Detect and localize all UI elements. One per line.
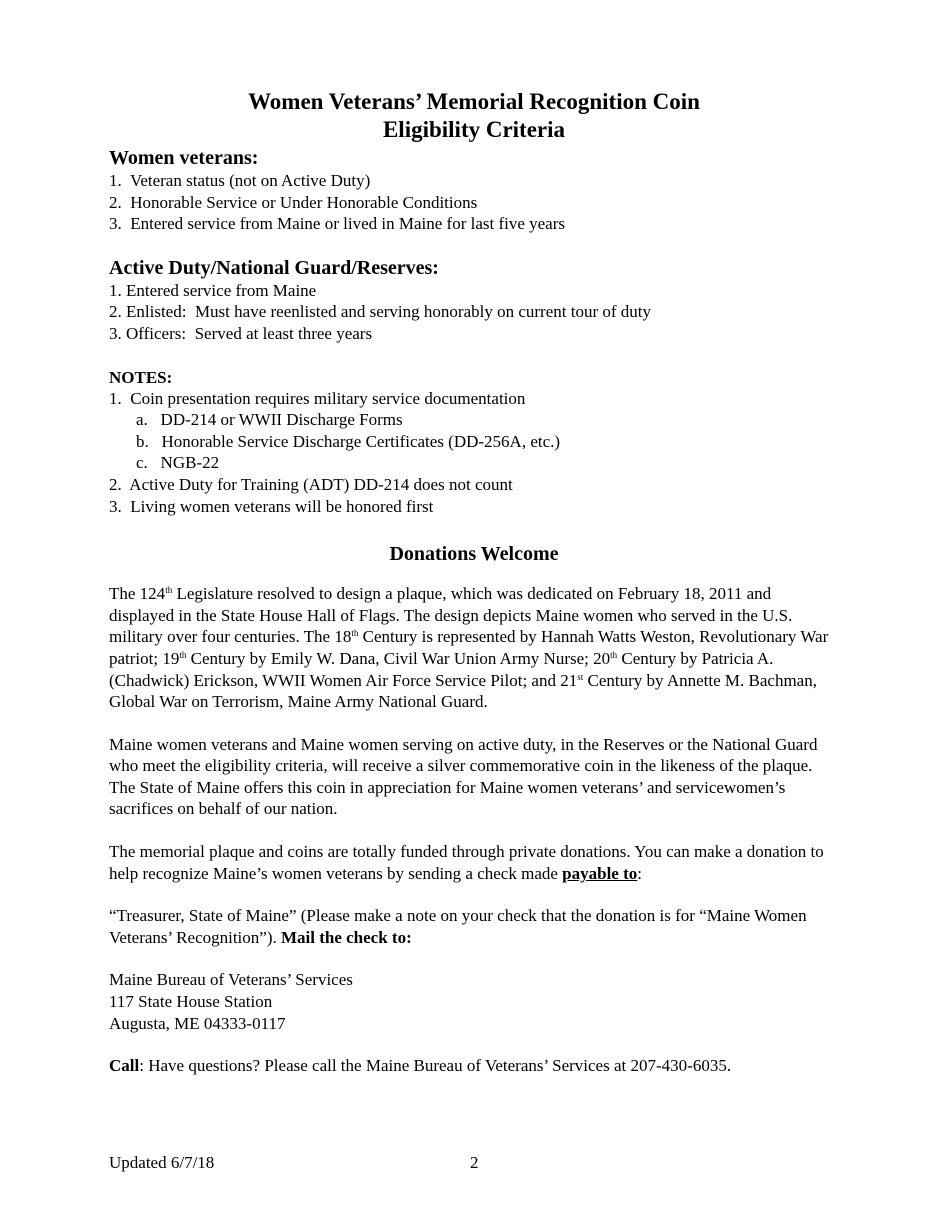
ordinal-suffix: st	[577, 671, 584, 682]
address-line: Augusta, ME 04333-0117	[109, 1013, 286, 1033]
text-run: :	[637, 863, 642, 883]
text-run: Century by Annette M. Bachman, Global War on Terrorism, Maine Army National Guard.	[109, 670, 817, 712]
text-run: Legislature resolved to design a plaque, which was dedicated on February 18, 2011 and displayed in the State House Hall of Flags. The design depicts Maine women who served in the U.S. military over four centuries. The 18	[109, 584, 793, 647]
text-run: “Treasurer, State of Maine” (Please make a note on your check that the donation is for “Maine Women Veterans’ Recognition”).	[109, 906, 807, 947]
title-line-2: Eligibility Criteria	[382, 117, 566, 142]
donations-heading: Donations Welcome	[389, 543, 559, 566]
list-item: 1. Coin presentation requires military service documentation	[109, 388, 526, 408]
women-veterans-list	[109, 170, 839, 235]
notes-sublist	[109, 409, 839, 474]
list-item: a. DD-214 or WWII Discharge Forms	[136, 410, 403, 430]
list-item: 2. Active Duty for Training (ADT) DD-214 does not count	[109, 474, 513, 494]
ordinal-suffix: th	[179, 649, 187, 660]
donations-paragraph-payee	[109, 905, 839, 948]
text-run: Century by Patricia A. (Chadwick) Erickson, WWII Women Air Force Service Pilot; and 21	[109, 648, 774, 690]
notes-list	[109, 388, 839, 410]
active-duty-heading: Active Duty/National Guard/Reserves:	[109, 256, 439, 279]
title-line-1: Women Veterans’ Memorial Recognition Coin	[248, 89, 700, 114]
updated-date: Updated 6/7/18	[109, 1153, 215, 1172]
donations-paragraph-plaque	[109, 583, 839, 713]
list-item: 2. Honorable Service or Under Honorable Conditions	[109, 192, 478, 212]
text-run: The 124	[109, 584, 166, 604]
list-item: b. Honorable Service Discharge Certificates (DD-256A, etc.)	[136, 431, 561, 451]
list-item: 2. Enlisted: Must have reenlisted and serving honorably on current tour of duty	[109, 302, 651, 322]
call-text: : Have questions? Please call the Maine Bureau of Veterans’ Services at 207-430-6035.	[139, 1056, 732, 1076]
mailing-address	[109, 969, 839, 1034]
document-page	[109, 88, 839, 1077]
list-item: c. NGB-22	[136, 453, 220, 473]
list-item: 3. Officers: Served at least three years	[109, 323, 373, 343]
page-title	[109, 88, 839, 144]
text-run: Century is represented by Hannah Watts Weston, Revolutionary War patriot; 19	[109, 627, 829, 668]
text-run: Century by Emily W. Dana, Civil War Union Army Nurse; 20	[186, 648, 611, 668]
ordinal-suffix: th	[165, 585, 173, 596]
address-line: 117 State House Station	[109, 992, 273, 1012]
call-label: Call	[109, 1056, 140, 1076]
active-duty-list	[109, 280, 839, 345]
address-line: Maine Bureau of Veterans’ Services	[109, 970, 353, 990]
donations-paragraph-coin: Maine women veterans and Maine women serving on active duty, in the Reserves or the National Guard who meet the eligibility criteria, will receive a silver commemorative coin in the likeness of the plaque. The State of Maine offers this coin in appreciation for Maine women veterans’ and servicewomen’s sacrifices on behalf of our nation.	[109, 734, 818, 819]
ordinal-suffix: th	[351, 628, 359, 639]
list-item: 3. Entered service from Maine or lived in Maine for last five years	[109, 214, 566, 234]
notes-list-continued	[109, 474, 839, 517]
ordinal-suffix: th	[610, 649, 618, 660]
list-item: 1. Veteran status (not on Active Duty)	[109, 171, 371, 190]
list-item: 1. Entered service from Maine	[109, 280, 317, 300]
payable-to-emphasis: payable to	[562, 863, 638, 883]
notes-heading: NOTES:	[109, 367, 173, 387]
call-line	[109, 1055, 839, 1077]
page-number: 2	[470, 1153, 479, 1172]
women-veterans-heading: Women veterans:	[109, 147, 259, 169]
mail-check-label: Mail the check to:	[280, 927, 412, 947]
donations-paragraph-funding	[109, 841, 839, 884]
list-item: 3. Living women veterans will be honored first	[109, 496, 434, 516]
text-run: The memorial plaque and coins are totally funded through private donations. You can make a donation to help recognize Maine’s women veterans by sending a check made	[109, 842, 824, 883]
